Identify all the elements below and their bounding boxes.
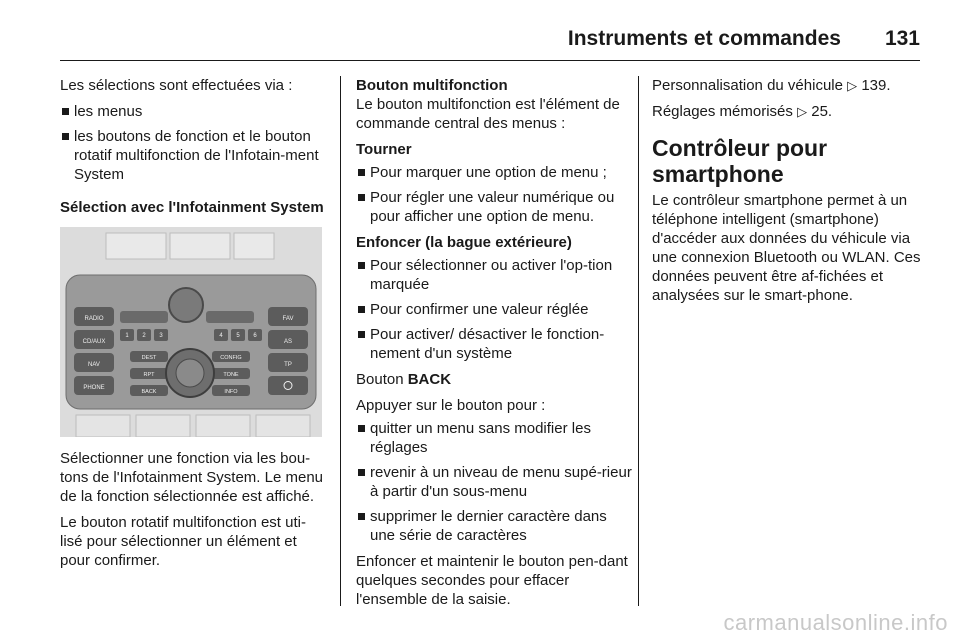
reference-page: 139. — [861, 77, 891, 94]
cross-reference[interactable] — [652, 102, 928, 121]
console-button-label: 1 — [125, 333, 129, 339]
console-button-label: TONE — [223, 372, 239, 378]
reference-text: Réglages mémorisés — [652, 103, 793, 120]
turn-list — [356, 163, 632, 226]
console-button-label: 5 — [236, 333, 240, 339]
section-heading: Contrôleur pour smartphone — [652, 135, 828, 187]
column-divider — [638, 76, 639, 606]
back-button-line — [356, 370, 632, 389]
list-item: Pour sélectionner ou activer l'op-tion marquée — [356, 256, 632, 294]
infotainment-console-image — [60, 227, 322, 437]
console-button-label: AS — [283, 339, 293, 345]
console-illustration — [60, 227, 322, 437]
console-button-label: RPT — [143, 372, 155, 378]
console-button-label: NAV — [88, 362, 100, 368]
column-divider — [340, 76, 341, 606]
paragraph: Appuyer sur le bouton pour : — [356, 397, 546, 414]
console-button-label: 4 — [219, 333, 223, 339]
console-button-label: 6 — [253, 333, 257, 339]
console-button-label: RADIO — [84, 316, 104, 322]
paragraph: Le bouton multifonction est l'élément de commande central des menus : — [356, 96, 620, 132]
console-button-label: 2 — [142, 333, 146, 339]
console-button-label: BACK — [141, 389, 157, 395]
console-button-label: CD/AUX — [82, 339, 106, 345]
reference-arrow-icon: ▷ — [847, 78, 858, 93]
list-item: quitter un menu sans modifier les réglages — [356, 419, 632, 457]
section-heading: Bouton multifonction — [356, 77, 508, 94]
list-item: Pour activer/ désactiver le fonction-nement d'un système — [356, 325, 632, 363]
paragraph: Sélectionner une fonction via les bou-tons de l'Infotainment System. Le menu de la fonction sélectionnée est affiché. — [60, 450, 324, 505]
console-button-label: 3 — [159, 333, 163, 339]
paragraph: Enfoncer et maintenir le bouton pen-dant quelques secondes pour effacer l'ensemble de la saisie. — [356, 553, 628, 608]
console-button-label: PHONE — [83, 385, 105, 391]
paragraph: Le contrôleur smartphone permet à un téléphone intelligent (smartphone) d'accéder aux données du véhicule via une connexion Bluetooth ou WLAN. Ces données peuvent être af-fichées et analysées sur le smart-phone. — [652, 192, 921, 304]
console-button-label: CONFIG — [220, 355, 242, 361]
intro-text: Les sélections sont effectuées via : — [60, 77, 293, 94]
console-button-label: FAV — [282, 316, 294, 322]
subheading: Tourner — [356, 141, 412, 158]
back-list — [356, 419, 632, 545]
watermark: carmanualsonline.info — [723, 610, 948, 635]
intro-list — [60, 102, 328, 184]
column-3 — [652, 76, 928, 312]
console-button-label: INFO — [224, 389, 238, 395]
console-button-label: DEST — [141, 355, 157, 361]
back-label: BACK — [407, 371, 452, 388]
reference-page: 25. — [811, 103, 833, 120]
list-item: Pour marquer une option de menu ; — [356, 163, 632, 182]
reference-text: Personnalisation du véhicule — [652, 77, 843, 94]
page-number: 131 — [884, 27, 920, 50]
subheading: Enfoncer (la bague extérieure) — [356, 234, 572, 251]
section-title: Sélection avec l'Infotainment System — [60, 199, 324, 216]
list-item: Pour régler une valeur numérique ou pour afficher une option de menu. — [356, 188, 632, 226]
list-item: Pour confirmer une valeur réglée — [356, 300, 632, 319]
cross-reference[interactable] — [652, 76, 928, 95]
press-list — [356, 256, 632, 363]
page-title: Instruments et commandes — [567, 27, 841, 50]
column-1 — [60, 76, 328, 577]
column-2 — [356, 76, 632, 616]
list-item: les boutons de fonction et le bouton rotatif multifonction de l'Infotain-ment System — [60, 127, 328, 184]
list-item: les menus — [60, 102, 328, 121]
paragraph: Le bouton rotatif multifonction est uti-lisé pour sélectionner un élément et pour confirmer. — [60, 514, 306, 569]
page-header — [60, 18, 920, 61]
list-item: supprimer le dernier caractère dans une série de caractères — [356, 507, 632, 545]
console-button-label: TP — [284, 362, 292, 368]
back-prefix: Bouton — [356, 371, 404, 388]
list-item: revenir à un niveau de menu supé-rieur à partir d'un sous-menu — [356, 463, 632, 501]
reference-arrow-icon: ▷ — [797, 104, 808, 119]
